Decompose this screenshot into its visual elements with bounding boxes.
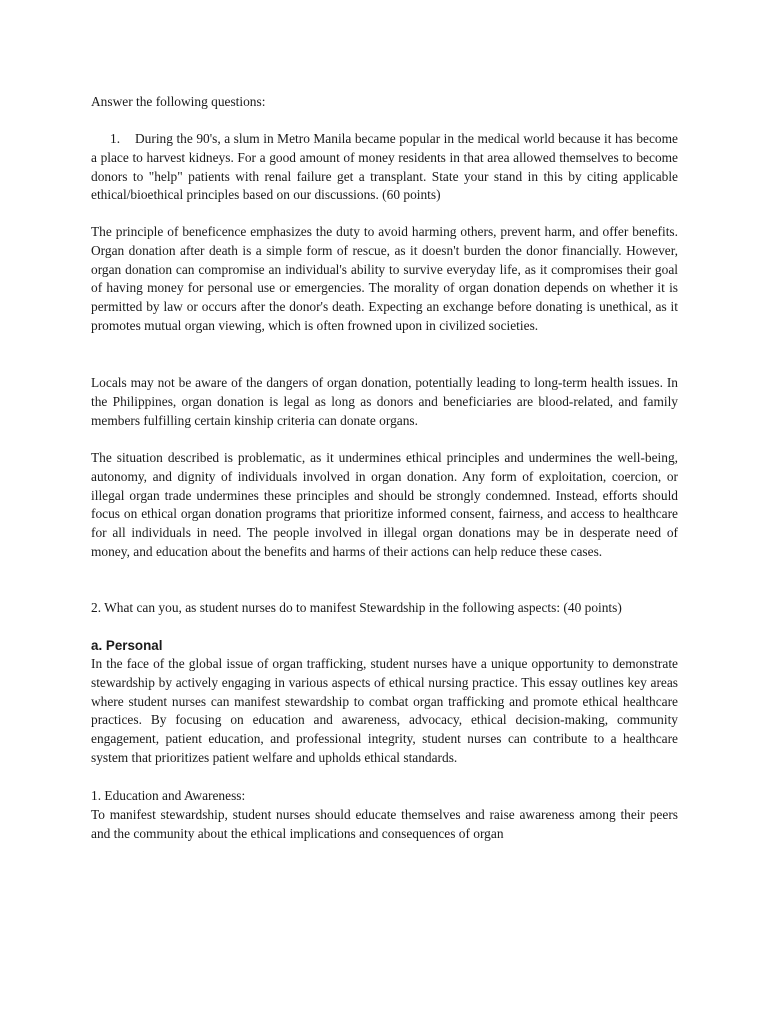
- subsection-1-body: To manifest stewardship, student nurses should educate themselves and raise awareness among their peers and the community about the ethical implications and consequences of organ: [91, 807, 678, 841]
- section-a-body: In the face of the global issue of organ trafficking, student nurses have a unique opportunity to demonstrate stewardship by actively engaging in various aspects of ethical nursing practice. This essay outlines key areas where student nurses can manifest stewardship to combat organ trafficking and promote ethical healthcare practices. By focusing on education and awareness, advocacy, ethical decision-making, community engagement, patient education, and professional integrity, student nurses can contribute to a healthcare system that prioritizes patient welfare and upholds ethical standards.: [91, 656, 678, 765]
- section-a-heading: a. Personal: [91, 638, 163, 653]
- answer-1-paragraph-2: Locals may not be aware of the dangers of organ donation, potentially leading to long-term health issues. In the Philippines, organ donation is legal as long as donors and beneficiaries are blood-related, and family members fulfilling certain kinship criteria can donate organs.: [91, 375, 678, 428]
- answer-1-paragraph-3: The situation described is problematic, as it undermines ethical principles and undermines the well-being, autonomy, and dignity of individuals involved in organ donation. Any form of exploitation, coercion, or illegal organ trade undermines these principles and should be strongly condemned. Instead, efforts should focus on ethical organ donation programs that prioritize informed consent, fairness, and access to healthcare for all individuals in need. The people involved in illegal organ donations may be in desperate need of money, and education about the benefits and harms of their actions can help reduce these cases.: [91, 450, 678, 559]
- answer-1-paragraph-1: The principle of beneficence emphasizes the duty to avoid harming others, prevent harm, and offer benefits. Organ donation after death is a simple form of rescue, as it doesn't burden the donor financially. However, organ donation can compromise an individual's ability to survive everyday life, as it compromises their goal of having money for personal use or emergencies. The morality of organ donation depends on whether it is permitted by law or occurs after the donor's death. Expecting an exchange before donating is unethical, as it promotes mutual organ viewing, which is often frowned upon in civilized societies.: [91, 224, 678, 333]
- question-1: [91, 130, 678, 205]
- intro-text: Answer the following questions:: [91, 94, 266, 109]
- question-1-number: 1.: [110, 131, 121, 146]
- question-1-text: During the 90's, a slum in Metro Manila became popular in the medical world because it has become a place to harvest kidneys. For a good amount of money residents in that area allowed themselves to become donors to "help" patients with renal failure get a transplant. State your stand in this by citing applicable ethical/bioethical principles based on our discussions. (60 points): [91, 131, 678, 203]
- subsection-1-title: 1. Education and Awareness:: [91, 788, 246, 803]
- question-2: 2. What can you, as student nurses do to manifest Stewardship in the following aspects: (40 points): [91, 600, 622, 615]
